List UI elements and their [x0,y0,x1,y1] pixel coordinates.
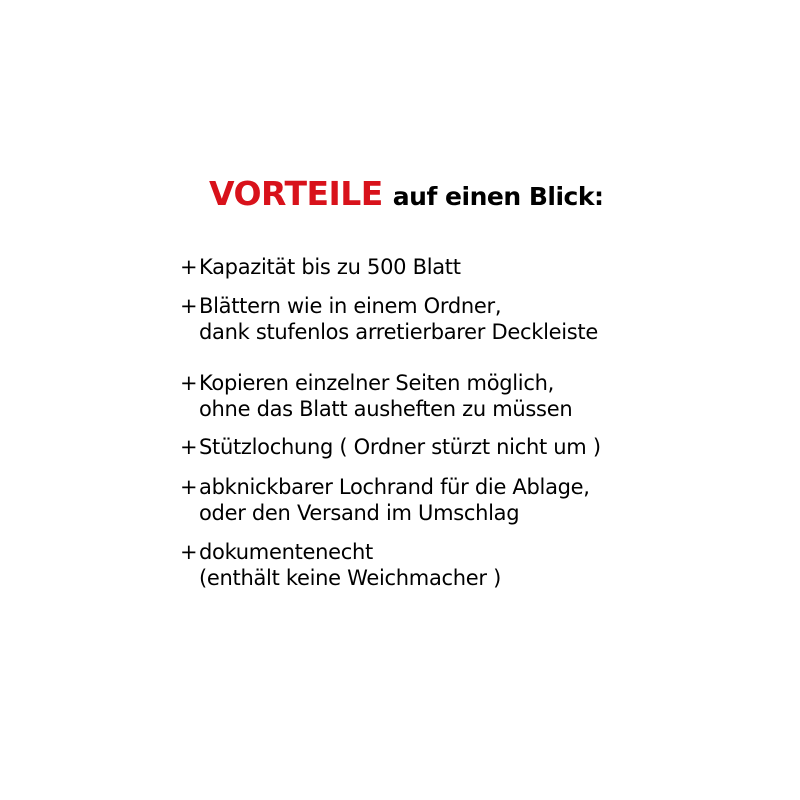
benefit-bullet: + [180,371,198,395]
benefit-bullet: + [180,255,198,279]
benefit-text: dokumentenecht [199,540,373,564]
headline-accent: VORTEILE [209,174,383,213]
benefit-item-browsing [180,293,598,345]
benefit-bullet: + [180,475,198,499]
benefit-text: Stützlochung ( Ordner stürzt nicht um ) [199,435,601,459]
benefit-text-continued: oder den Versand im Umschlag [199,501,520,525]
benefit-text-continued: ohne das Blatt ausheften zu müssen [199,397,573,421]
benefit-item-support-holes [180,434,601,460]
benefit-bullet: + [180,294,198,318]
benefit-item-copying [180,370,572,422]
benefit-text: abknickbarer Lochrand für die Ablage, [199,475,590,499]
benefit-text-continued: (enthält keine Weichmacher ) [199,566,501,590]
benefit-text: Kapazität bis zu 500 Blatt [199,255,461,279]
benefit-text: Blättern wie in einem Ordner, [199,294,502,318]
headline-rest: auf einen Blick: [392,182,604,211]
benefit-item-capacity [180,254,461,280]
benefit-text-continued: dank stufenlos arretierbarer Deckleiste [199,320,598,344]
benefit-text: Kopieren einzelner Seiten möglich, [199,371,554,395]
benefit-item-document-safe [180,539,501,591]
benefit-bullet: + [180,435,198,459]
benefit-bullet: + [180,540,198,564]
benefit-item-hole-edge [180,474,590,526]
headline [209,176,603,215]
